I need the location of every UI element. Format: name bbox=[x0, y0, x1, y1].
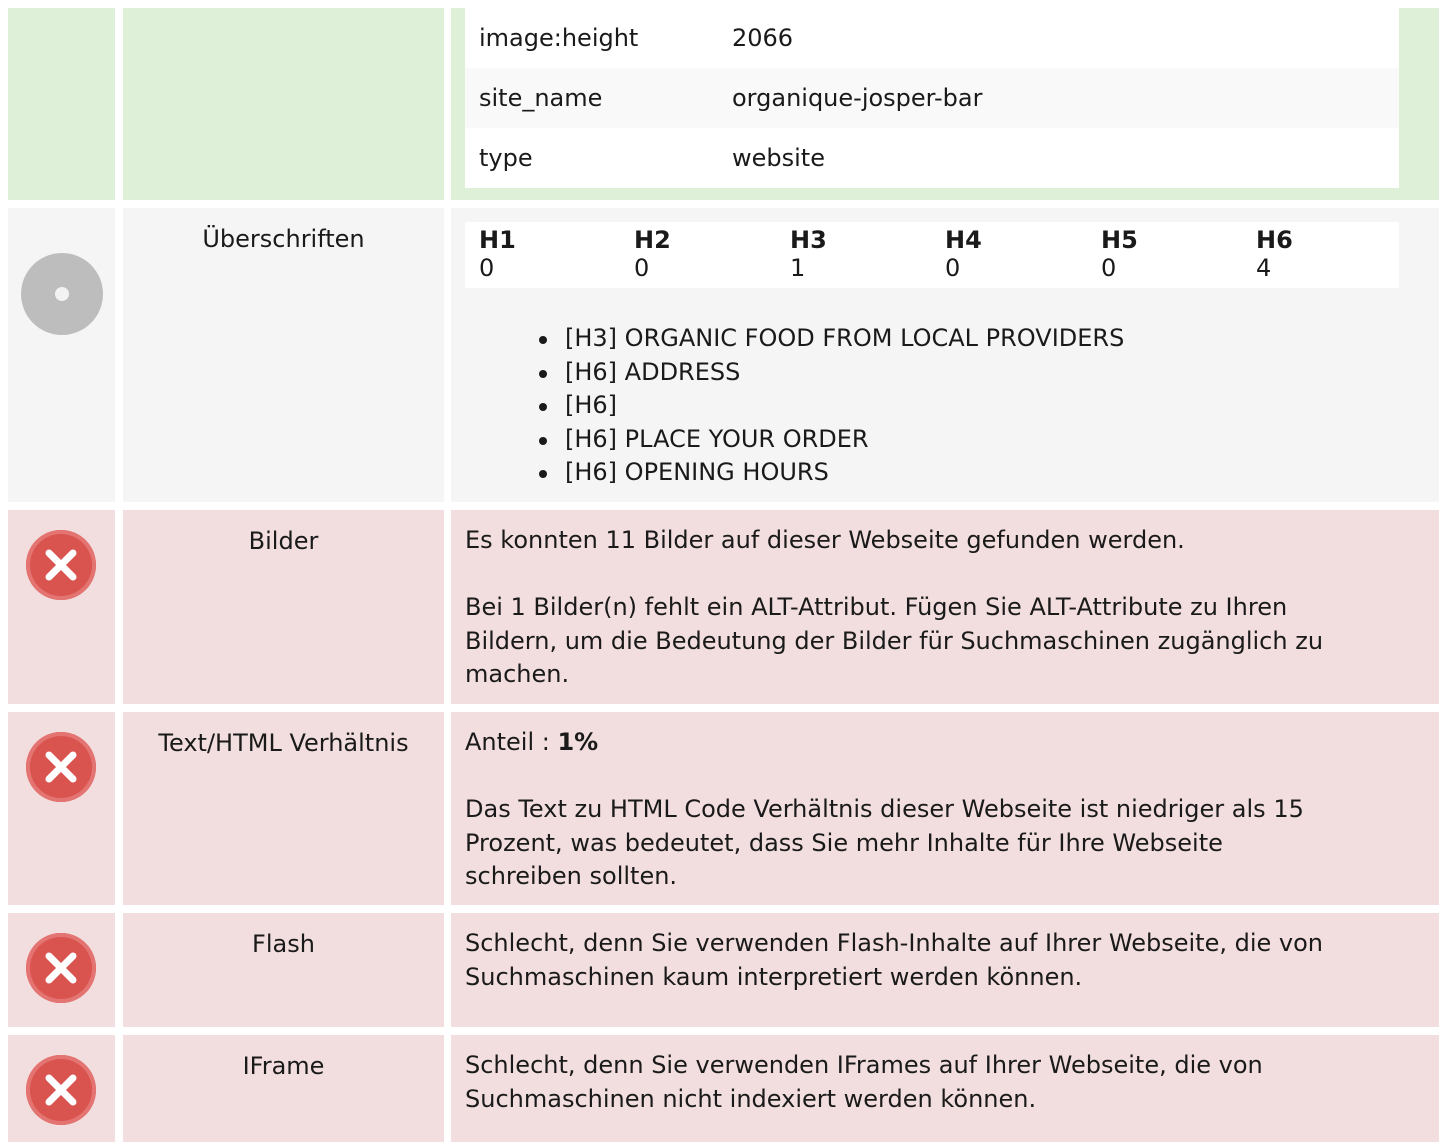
label-cell bbox=[123, 712, 444, 905]
heading-col-h5 bbox=[1101, 226, 1256, 282]
meta-table bbox=[465, 8, 1399, 188]
flash-text bbox=[465, 927, 1425, 994]
text-line: Bei 1 Bilder(n) fehlt ein ALT-Attribut. Fügen Sie ALT-Attribute zu Ihren bbox=[465, 593, 1288, 621]
heading-count: 0 bbox=[1101, 254, 1117, 282]
ratio-explanation bbox=[465, 793, 1425, 894]
heading-col-h1 bbox=[479, 226, 634, 282]
heading-name: H3 bbox=[790, 226, 827, 254]
content-cell bbox=[451, 712, 1439, 905]
heading-list bbox=[533, 322, 1124, 490]
meta-value: 2066 bbox=[732, 24, 794, 52]
status-cell bbox=[8, 1035, 115, 1142]
list-item: [H6] bbox=[533, 389, 1124, 423]
label-cell bbox=[123, 208, 444, 502]
text-line: Suchmaschinen nicht indexiert werden können. bbox=[465, 1084, 1037, 1113]
heading-name: H6 bbox=[1256, 226, 1293, 254]
content-cell bbox=[451, 510, 1439, 704]
status-cell bbox=[8, 8, 115, 200]
text-html-section bbox=[0, 712, 1445, 905]
status-cell bbox=[8, 712, 115, 905]
headings-label: Überschriften bbox=[202, 225, 365, 253]
list-item: [H6] OPENING HOURS bbox=[533, 456, 1124, 490]
status-cell bbox=[8, 510, 115, 704]
neutral-circle-icon bbox=[21, 253, 103, 335]
content-cell bbox=[451, 913, 1439, 1027]
text-line: machen. bbox=[465, 660, 570, 688]
text-line: Bildern, um die Bedeutung der Bilder für Suchmaschinen zugänglich zu bbox=[465, 626, 1324, 655]
ratio-label: Anteil : bbox=[465, 728, 558, 756]
text-line: Das Text zu HTML Code Verhältnis dieser Webseite ist niedriger als 15 bbox=[465, 795, 1304, 823]
list-item: [H6] ADDRESS bbox=[533, 356, 1124, 390]
error-x-icon bbox=[26, 933, 96, 1003]
label-cell bbox=[123, 510, 444, 704]
text-html-label: Text/HTML Verhältnis bbox=[158, 729, 409, 757]
meta-row bbox=[465, 128, 1399, 188]
heading-counts bbox=[465, 222, 1399, 288]
error-x-icon bbox=[26, 530, 96, 600]
list-item: [H6] PLACE YOUR ORDER bbox=[533, 423, 1124, 457]
text-line: Prozent, was bedeutet, dass Sie mehr Inhalte für Ihre Webseite bbox=[465, 828, 1223, 857]
images-alt-text bbox=[465, 591, 1425, 692]
iframe-text bbox=[465, 1049, 1425, 1116]
text-line: schreiben sollten. bbox=[465, 862, 678, 890]
heading-name: H5 bbox=[1101, 226, 1138, 254]
heading-name: H4 bbox=[945, 226, 982, 254]
heading-name: H1 bbox=[479, 226, 516, 254]
status-cell bbox=[8, 208, 115, 502]
text-line: Schlecht, denn Sie verwenden Flash-Inhalte auf Ihrer Webseite, die von bbox=[465, 929, 1323, 957]
images-label: Bilder bbox=[248, 527, 319, 555]
heading-col-h2 bbox=[634, 226, 789, 282]
meta-value: website bbox=[732, 144, 825, 172]
error-x-icon bbox=[26, 732, 96, 802]
headings-section bbox=[0, 208, 1445, 502]
label-cell bbox=[123, 1035, 444, 1142]
heading-count: 1 bbox=[790, 254, 806, 282]
heading-count: 0 bbox=[479, 254, 495, 282]
label-cell bbox=[123, 913, 444, 1027]
text-line: Suchmaschinen kaum interpretiert werden können. bbox=[465, 962, 1083, 991]
meta-row bbox=[465, 8, 1399, 68]
meta-key: image:height bbox=[479, 24, 639, 52]
meta-key: site_name bbox=[479, 84, 603, 112]
images-count-text: Es konnten 11 Bilder auf dieser Webseite gefunden werden. bbox=[465, 526, 1185, 554]
label-cell bbox=[123, 8, 444, 200]
ratio-text bbox=[465, 726, 1425, 760]
text-line: Schlecht, denn Sie verwenden IFrames auf Ihrer Webseite, die von bbox=[465, 1051, 1263, 1079]
meta-row bbox=[465, 68, 1399, 128]
heading-col-h4 bbox=[945, 226, 1100, 282]
heading-name: H2 bbox=[634, 226, 671, 254]
heading-col-h6 bbox=[1256, 226, 1411, 282]
meta-section bbox=[0, 8, 1445, 200]
heading-count: 0 bbox=[634, 254, 650, 282]
status-cell bbox=[8, 913, 115, 1027]
iframe-label: IFrame bbox=[242, 1052, 325, 1080]
iframe-section bbox=[0, 1035, 1445, 1142]
images-section bbox=[0, 510, 1445, 704]
content-cell bbox=[451, 1035, 1439, 1142]
heading-col-h3 bbox=[790, 226, 945, 282]
heading-count: 0 bbox=[945, 254, 961, 282]
flash-label: Flash bbox=[252, 930, 315, 958]
flash-section bbox=[0, 913, 1445, 1027]
meta-value: organique-josper-bar bbox=[732, 84, 983, 112]
list-item: [H3] ORGANIC FOOD FROM LOCAL PROVIDERS bbox=[533, 322, 1124, 356]
content-cell bbox=[451, 8, 1439, 200]
content-cell bbox=[451, 208, 1439, 502]
images-text bbox=[465, 524, 1425, 558]
ratio-value: 1% bbox=[557, 728, 599, 756]
error-x-icon bbox=[26, 1055, 96, 1125]
meta-key: type bbox=[479, 144, 533, 172]
heading-count: 4 bbox=[1256, 254, 1272, 282]
